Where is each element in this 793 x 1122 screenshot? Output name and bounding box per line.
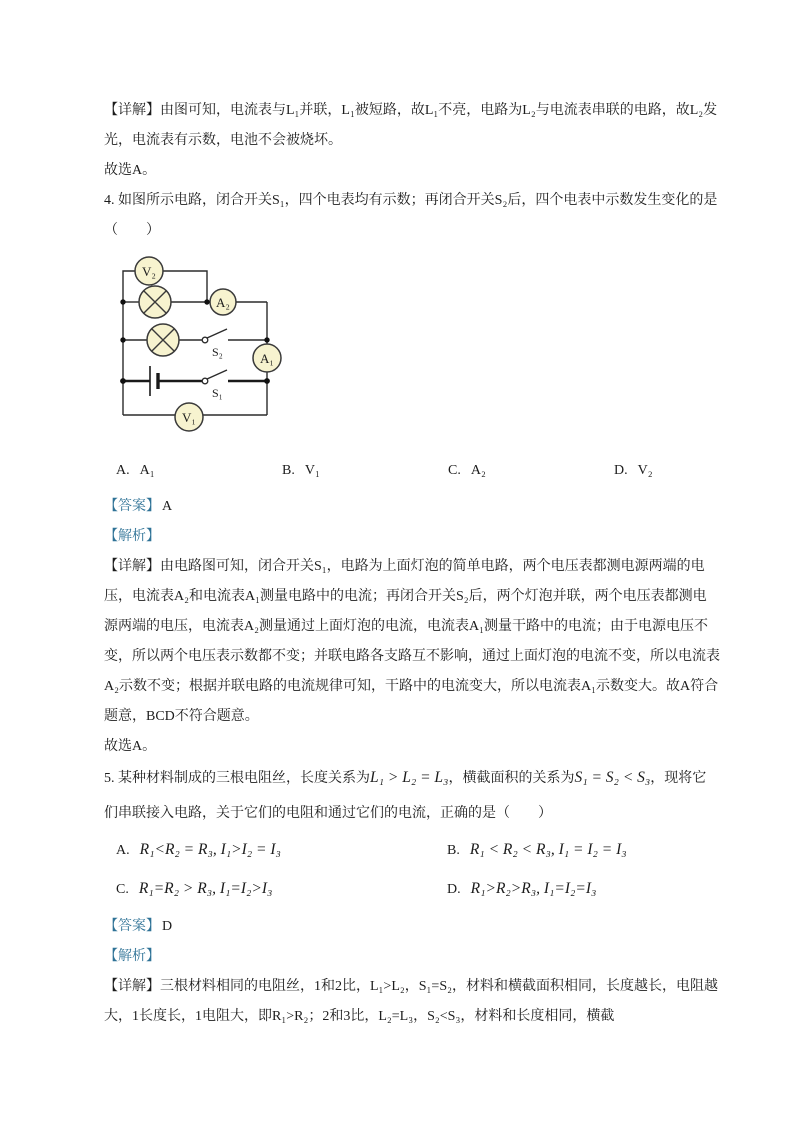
switch-s1-label: S₁ [212, 386, 223, 400]
option-formula: R₁ < R₂ < R₃, I₁ = I₂ = I₃ [469, 841, 627, 858]
answer-label: 【答案】 [104, 499, 160, 514]
option-formula: R₁>R₂>R₃, I₁=I₂=I₃ [470, 880, 597, 897]
q4-question-text: 4. 如图所示电路，闭合开关S₁，四个电表均有示数；再闭合开关S₂后，四个电表中示数发生变化的是（ ） [104, 193, 718, 238]
voltmeter-v1 [175, 403, 203, 431]
voltmeter-v1-label: V₁ [182, 410, 196, 425]
q5-text-part2: ，横截面积的关系为 [448, 771, 575, 786]
option-letter: A. [116, 463, 130, 478]
q5-text-part3: ，现将它们串联接入电路，关于它们的电阻和通过它们的电流，正确的是（ ） [104, 771, 707, 821]
voltmeter-v2-label: V₂ [142, 264, 156, 279]
battery-icon [150, 366, 158, 396]
switch-s2-label: S₂ [212, 345, 223, 359]
q4-options-row [104, 458, 716, 484]
option-letter: B. [447, 843, 460, 858]
ammeter-a2 [210, 289, 236, 315]
q5-detail-paragraph: 【详解】三根材料相同的电阻丝，1和2比，L₁>L₂，S₁=S₂，材料和横截面积相同，长度越长，电阻越大，1长度长，1电阻大，即R₁>R₂；2和3比，L₂=L₃，S₂<S₃，材料和长度相同，横截 [104, 979, 718, 1024]
q5-answer-line [104, 912, 720, 942]
q4-detail-paragraph: 【详解】由电路图可知，闭合开关S₁，电路为上面灯泡的简单电路，两个电压表都测电源两端的电压，电流表A₂和电流表A₁测量电路中的电流；再闭合开关S₂后，两个灯泡并联，两个电压表都测电源两端的电压，电流表A₂测量通过上面灯泡的电流，电流表A₁测量干路中的电流；由于电源电压不变，所以两个电压表示数都不变；并联电路各支路互不影响，通过上面灯泡的电流不变，所以电流表A₂示数不变；根据并联电路的电流规律可知，干路中的电流变大，所以电流表A₁示数变大。故A符合题意，BCD不符合题意。 [104, 559, 720, 724]
answer-value: D [162, 919, 173, 934]
option-value: V₁ [304, 463, 320, 478]
circuit-svg [105, 250, 290, 435]
ammeter-a1 [253, 344, 281, 372]
switch-s2-pivot [202, 337, 208, 343]
answer-value: A [162, 499, 173, 514]
q4-option-b [282, 458, 448, 484]
q4-analysis-label: 【解析】 [104, 529, 160, 544]
option-letter: C. [116, 882, 129, 897]
circuit-diagram [105, 250, 290, 435]
option-value: A₂ [470, 463, 486, 478]
q3-detail-paragraph: 【详解】由图可知，电流表与L₁并联，L₁被短路，故L₁不亮，电路为L₂与电流表串联的电路，故L₂发光，电流表有示数，电池不会被烧坏。 [104, 103, 718, 148]
option-letter: B. [282, 463, 295, 478]
ammeter-a1-label: A₁ [260, 351, 274, 366]
option-letter: D. [614, 463, 628, 478]
option-letter: C. [448, 463, 461, 478]
q5-option-a [116, 838, 447, 863]
option-letter: D. [447, 882, 461, 897]
answer-label: 【答案】 [104, 919, 160, 934]
q5-math-area-relation: S₁ = S₂ < S₃ [574, 769, 651, 786]
q4-option-d [614, 458, 716, 484]
q5-option-c [116, 877, 447, 902]
q5-question-text [104, 760, 720, 831]
q3-choose-line: 故选A。 [104, 163, 157, 178]
option-formula: R₁<R₂ = R₃, I₁>I₂ = I₃ [139, 841, 281, 858]
q5-option-d [447, 877, 716, 902]
q5-text-part1: 5. 某种材料制成的三根电阻丝，长度关系为 [104, 771, 370, 786]
option-value: V₂ [637, 463, 653, 478]
q4-answer-line [104, 492, 720, 522]
q5-math-length-relation: L₁ > L₂ = L₃ [370, 769, 449, 786]
lamp-l1-icon [139, 286, 171, 318]
q4-option-a [116, 458, 282, 484]
lamp-l2-icon [147, 324, 179, 356]
option-letter: A. [116, 843, 130, 858]
q4-choose-line: 故选A。 [104, 739, 157, 754]
ammeter-a2-label: A₂ [216, 295, 230, 310]
switch-s1-pivot [202, 378, 208, 384]
option-value: A₁ [139, 463, 155, 478]
q5-analysis-label: 【解析】 [104, 949, 160, 964]
option-formula: R₁=R₂ > R₃, I₁=I₂>I₃ [138, 880, 273, 897]
q5-option-b [447, 838, 716, 863]
q5-options-grid [104, 838, 716, 902]
switch-s1-blade [207, 370, 227, 379]
q4-option-c [448, 458, 614, 484]
voltmeter-v2 [135, 257, 163, 285]
